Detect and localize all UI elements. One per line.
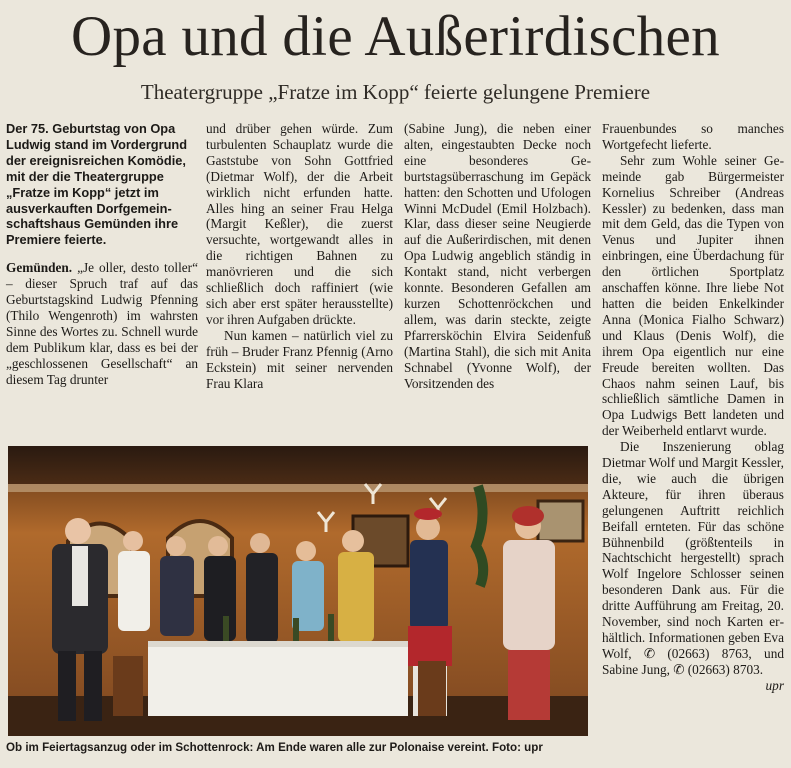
wall-picture	[538, 501, 583, 541]
lead-paragraph: Der 75. Geburtstag von Opa Ludwig stand im Vordergrund der ereignisreichen Komödie, mit der die Theatergruppe „Fratze im Kopp“ jetzt im ausverkauften Dorfgemeinschaftshaus Gemünden ihre Premiere feierte.	[6, 121, 188, 248]
body-text: „Je oller, desto toller“ – dieser Spruch traf auf das Geburtstagskind Ludwig Pfenning (Thilo Wengenroth) im wahrsten Sinne des Wortes zu. Schnell wurde dem Publikum klar, dass es bei der „geschlossenen Gesellschaft“ an diesem Tag drunter	[6, 260, 198, 387]
subheadline: Theatergruppe „Fratze im Kopp“ feierte gelungene Premiere	[140, 80, 651, 104]
chair	[418, 661, 446, 716]
stage-photo-illustration	[8, 446, 588, 736]
body-paragraph	[6, 260, 198, 387]
article-column-3	[404, 121, 591, 391]
body-paragraph: Nun kamen – natürlich viel zu früh – Bruder Franz Pfennig (Arno Eckstein) mit seiner nervenden Frau Klara	[206, 327, 393, 391]
article-column-1	[6, 121, 198, 388]
ceiling	[8, 446, 588, 484]
body-paragraph: und drüber gehen würde. Zum turbulenten Schauplatz wurde die Gaststube von Sohn Gottfried (Dietmar Wolf), der die Arbeit wirklich nicht erfunden hatte. Alles hing an seiner Frau Helga (Margit Keßler), die zuerst versuchte, wortgewandt alles in die richtigen Bahnen zu manövrieren und die sich schließlich doch raffiniert (wie sich aber erst später herausstellte) vor ihren Aufgaben drückte.	[206, 121, 393, 327]
photo-caption: Ob im Feiertagsanzug oder im Schottenrock: Am Ende waren alle zur Polonaise vereint. Foto: upr	[6, 741, 543, 754]
dateline: Gemünden.	[6, 260, 73, 276]
stage-photo	[8, 446, 588, 736]
body-paragraph: (Sabine Jung), die neben einer alten, eingestaubten Decke noch eine besonderes Geburtstagsüberraschung im Gepäck hatten: den Schotten und Ufologen Winni McDudel (Emil Holzbach). Klar, dass dieser seine Neugierde auf die Außerirdischen, mit denen Opa Ludwig angeblich ständig in Kontakt stand, nicht verbergen konnte. Besonderen Gefallen am kurzen Schottenröckchen und allem, was darin steckte, zeigte Pfarrersköchin Elvira Seidenfuß (Martina Stahl), die sich mit Anita Schnabel (Yvonne Wolf), der Vorsitzenden des	[404, 121, 591, 391]
article-column-4	[602, 121, 784, 694]
headline: Opa und die Außerirdischen	[71, 5, 720, 68]
body-paragraph: Sehr zum Wohle seiner Gemeinde gab Bürgermeister Kornelius Schreiber (Andreas Kessler) zu bedenken, dass man mit dem Geld, das die Typen von Venus und Jupiter ihnen einbringen, eine Überdachung für den örtlichen Sportplatz anschaffen könne. Ihre liebe Not hatten die beiden Enkelkinder Anna (Monica Fialho Schwarz) und Klaus (Denis Wolf), die ihrem Opa eigentlich nur eine Freude bereiten wollten. Das Chaos nahm seinen Lauf, bis schließlich sämtliche Damen in Opa Ludwigs Bett landeten und der Weiberheld entlarvt wurde.	[602, 152, 784, 439]
author-signature: upr	[765, 677, 784, 693]
article-column-2	[206, 121, 393, 391]
body-paragraph: Frauenbundes so manches Wortgefecht lieferte.	[602, 121, 784, 152]
chair	[113, 656, 143, 716]
body-paragraph: Die Inszenierung oblag Dietmar Wolf und Margit Kessler, die, wie auch die übrigen Akteure, für ihren überaus gelungenen Auftritt reichlich Beifall ernteten. Für das schöne Bühnenbild (größtenteils in Nachtschicht hergestellt) sprach Wolf Ingelore Schlosser seinen besonderen Dank aus. Für die dritte Aufführung am Freitag, 20. November, sind noch Karten erhältlich. Informationen geben Eva Wolf, ✆ (02663) 8763, und Sabine Jung, ✆ (02663) 8703.	[602, 439, 784, 677]
